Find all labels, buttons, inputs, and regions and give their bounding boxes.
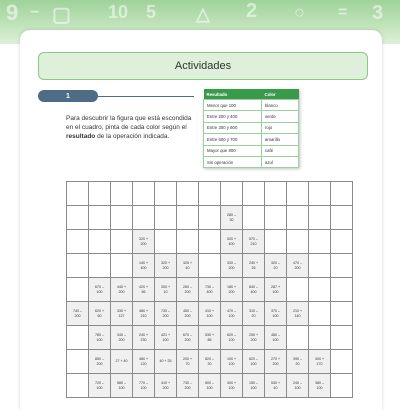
grid-cell[interactable] [155,230,177,254]
grid-cell[interactable]: 330 – 200 [221,254,243,278]
grid-row [67,254,353,278]
number-decoration-icon: 9 [6,0,19,25]
grid-cell[interactable] [89,182,111,206]
grid-cell[interactable] [133,182,155,206]
grid-cell[interactable]: 520 + 400 [221,230,243,254]
grid-cell[interactable]: 320 + 200 [155,254,177,278]
legend-row [204,134,299,145]
instructions-bold-word: resultado [66,133,96,140]
grid-cell[interactable]: 730 – 400 [199,278,221,302]
grid-cell[interactable] [309,278,331,302]
grid-cell[interactable] [331,278,353,302]
grid-cell[interactable] [287,230,309,254]
legend-header-color: Color [262,89,299,100]
activity-divider [98,96,194,97]
grid-cell[interactable]: 840 – 400 [243,278,265,302]
grid-cell[interactable] [287,182,309,206]
grid-cell[interactable]: 720 – 100 [89,374,111,398]
grid-cell[interactable]: 730 – 200 [155,302,177,326]
grid-cell[interactable]: 370 – 100 [265,302,287,326]
grid-cell[interactable]: 570 – 210 [243,230,265,254]
grid-cell[interactable] [89,230,111,254]
grid-cell[interactable] [265,182,287,206]
number-decoration-icon: 5 [146,2,157,22]
grid-cell[interactable] [177,206,199,230]
grid-cell[interactable] [111,254,133,278]
grid-cell[interactable] [67,182,89,206]
grid-cell[interactable] [67,350,89,374]
circle-decoration-icon: ○ [294,2,305,22]
number-decoration-icon: 10 [108,2,129,22]
grid-cell[interactable]: 300 + 10 [155,278,177,302]
grid-cell[interactable]: 410 + 100 [199,302,221,326]
grid-cell[interactable] [331,350,353,374]
grid-cell[interactable]: 480 + 120 [133,350,155,374]
grid-cell[interactable]: 240 + 230 [133,326,155,350]
grid-cell[interactable] [67,254,89,278]
grid-cell[interactable] [89,206,111,230]
grid-cell[interactable]: 820 – 30 [199,350,221,374]
grid-cell[interactable]: 180 + 200 [221,278,243,302]
grid-cell[interactable] [287,278,309,302]
legend-row [204,100,299,111]
grid-row [67,326,353,350]
grid-cell[interactable]: 410 + 200 [155,374,177,398]
grid-cell[interactable] [309,254,331,278]
grid-cell[interactable]: 620 – 100 [243,350,265,374]
grid-cell[interactable] [199,254,221,278]
grid-cell[interactable] [243,182,265,206]
grid-cell[interactable]: 250 + 200 [243,326,265,350]
minus-decoration-icon: − [30,4,40,21]
grid-cell[interactable]: 400 + 170 [309,350,331,374]
grid-cell[interactable]: 470 – 200 [287,254,309,278]
legend-row [204,145,299,156]
legend-row [204,156,299,167]
grid-cell[interactable]: 400 + 100 [221,374,243,398]
color-legend-table [203,89,299,168]
grid-cell[interactable]: 530 + 86 [199,326,221,350]
grid-cell[interactable] [287,206,309,230]
grid-cell[interactable] [331,302,353,326]
grid-cell[interactable] [89,254,111,278]
legend-color: café [262,145,299,156]
grid-cell[interactable]: 620 – 100 [221,326,243,350]
page-title: Actividades [38,52,368,80]
legend-header-row [204,89,299,100]
legend-color: verde [262,111,299,122]
legend-row [204,111,299,122]
grid-cell[interactable]: 287 + 100 [265,278,287,302]
grid-cell[interactable] [177,182,199,206]
grid-cell[interactable] [265,230,287,254]
grid-row [67,278,353,302]
grid-cell[interactable]: 480 – 100 [265,326,287,350]
grid-cell[interactable]: 200 + 70 [177,350,199,374]
grid-cell[interactable]: 770 – 100 [133,374,155,398]
triangle-decoration-icon: △ [196,4,210,24]
instructions-text: Para descubrir la figura que está escondida en el cuadro, pinta de cada color según el [66,115,192,131]
grid-cell[interactable]: 470 – 100 [221,302,243,326]
grid-cell[interactable] [331,326,353,350]
grid-cell[interactable] [177,230,199,254]
grid-cell[interactable]: 450 – 200 [177,302,199,326]
grid-cell[interactable] [111,206,133,230]
grid-cell[interactable]: 325 + 40 [177,254,199,278]
grid-cell[interactable]: 310 – 20 [243,302,265,326]
grid-cell[interactable]: 390 – 20 [287,350,309,374]
grid-cell[interactable] [133,206,155,230]
activity-instructions [66,114,196,141]
grid-cell[interactable] [67,326,89,350]
grid-cell[interactable] [221,182,243,206]
grid-cell[interactable] [331,374,353,398]
grid-cell[interactable] [331,182,353,206]
grid-cell[interactable] [67,374,89,398]
grid-cell[interactable] [243,206,265,230]
grid-cell[interactable] [67,230,89,254]
grid-cell[interactable]: 580 – 100 [111,374,133,398]
legend-range: Sin operación [204,156,262,167]
grid-cell[interactable]: 260 – 200 [177,278,199,302]
grid-cell[interactable]: 210 + 140 [287,302,309,326]
grid-cell[interactable] [155,182,177,206]
legend-row [204,122,299,133]
grid-cell[interactable] [287,326,309,350]
grid-cell[interactable] [265,206,287,230]
grid-cell[interactable]: 40 + 25 [155,350,177,374]
grid-row [67,230,353,254]
grid-cell[interactable]: 620 + 60 [89,302,111,326]
operations-grid [66,181,353,398]
grid-cell[interactable]: 380 – 100 [309,374,331,398]
grid-row [67,374,353,398]
grid-cell[interactable] [309,206,331,230]
grid-cell[interactable]: 320 + 200 [133,230,155,254]
legend-color: azul [262,156,299,167]
activity-number-badge: 1 [38,90,98,102]
grid-cell[interactable] [309,230,331,254]
grid-cell[interactable]: 740 – 200 [67,302,89,326]
grid-cell[interactable]: 240 – 100 [287,374,309,398]
grid-cell[interactable]: 440 + 200 [111,278,133,302]
grid-cell[interactable]: 850 – 200 [89,350,111,374]
grid-row [67,350,353,374]
grid-cell[interactable]: 240 + 26 [243,254,265,278]
grid-cell[interactable] [199,230,221,254]
legend-header-result: Resultado [204,89,262,100]
grid-row [67,302,353,326]
instructions-text-end: de la operación indicada. [95,133,170,140]
grid-row [67,182,353,206]
grid-cell[interactable]: 320 – 20 [265,254,287,278]
grid-cell[interactable]: 670 – 100 [89,278,111,302]
grid-cell[interactable]: 421 + 100 [155,326,177,350]
grid-cell[interactable] [155,206,177,230]
grid-cell[interactable] [309,302,331,326]
grid-cell[interactable] [331,230,353,254]
grid-cell[interactable]: 280 – 30 [221,206,243,230]
grid-cell[interactable]: 100 + 100 [221,350,243,374]
grid-cell[interactable]: 730 – 200 [177,374,199,398]
grid-cell[interactable]: 27 + 40 [111,350,133,374]
grid-cell[interactable]: 150 – 100 [243,374,265,398]
grid-cell[interactable]: 330 + 127 [111,302,133,326]
grid-cell[interactable]: 340 – 200 [111,326,133,350]
grid-cell[interactable]: 670 – 200 [177,326,199,350]
grid-cell[interactable]: 500 – 100 [199,374,221,398]
legend-range: Entre 600 y 700 [204,134,262,145]
grid-cell[interactable]: 780 – 100 [89,326,111,350]
grid-cell[interactable]: 480 + 210 [133,302,155,326]
equals-decoration-icon: = [338,4,348,21]
legend-range: Menor que 100 [204,100,262,111]
square-decoration-icon: ▢ [52,4,71,26]
grid-cell[interactable] [67,278,89,302]
grid-cell[interactable] [331,254,353,278]
grid-cell[interactable] [111,182,133,206]
grid-cell[interactable] [309,326,331,350]
grid-cell[interactable] [67,206,89,230]
legend-range: Entre 200 y 400 [204,111,262,122]
grid-cell[interactable]: 140 + 400 [133,254,155,278]
legend-range: Mayor que 800 [204,145,262,156]
grid-row [67,206,353,230]
grid-cell[interactable] [331,206,353,230]
grid-cell[interactable]: 420 + 56 [133,278,155,302]
grid-cell[interactable]: 530 + 40 [265,374,287,398]
legend-color: amarillo [262,134,299,145]
legend-color: rojo [262,122,299,133]
legend-color: blanco [262,100,299,111]
grid-cell[interactable] [309,182,331,206]
grid-cell[interactable] [199,206,221,230]
grid-cell[interactable] [111,230,133,254]
number-decoration-icon: 2 [246,0,258,22]
legend-range: Entre 300 y 600 [204,122,262,133]
grid-cell[interactable]: 270 + 200 [265,350,287,374]
number-decoration-icon: 3 [372,2,384,24]
grid-cell[interactable] [199,182,221,206]
